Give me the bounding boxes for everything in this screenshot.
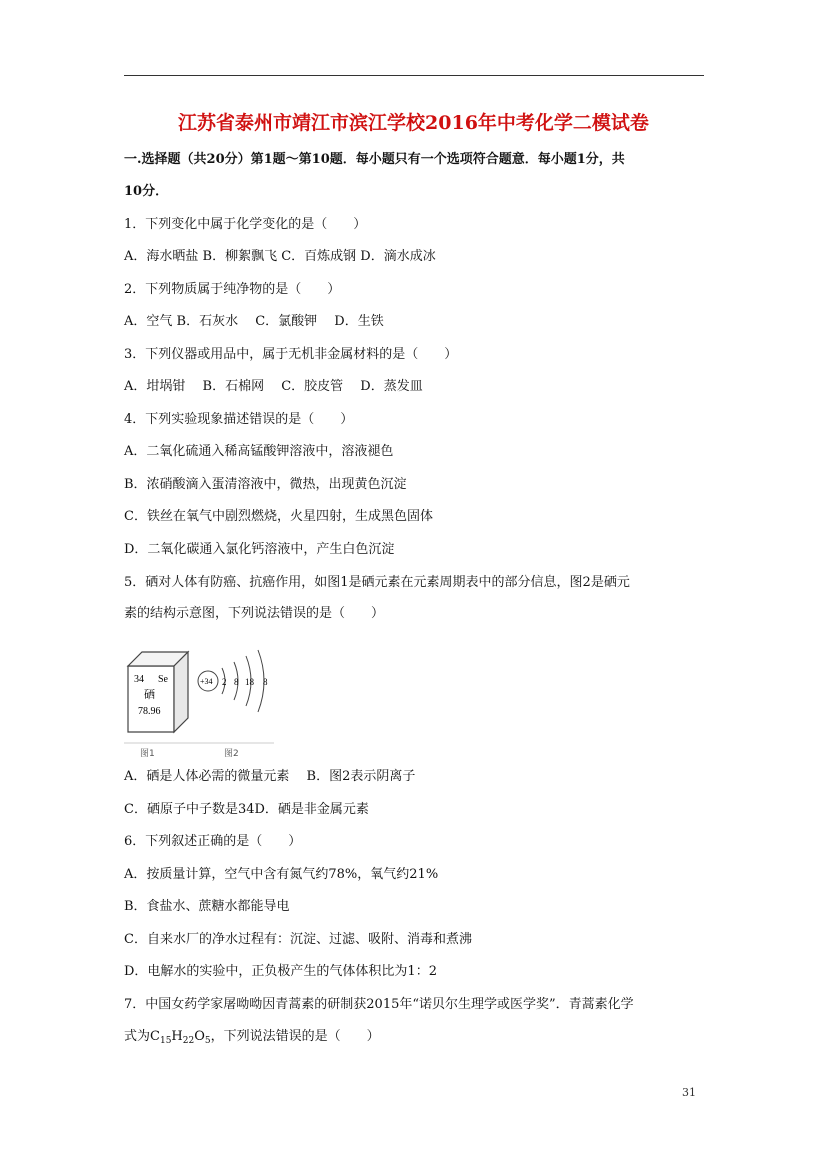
question-6-option-b: B．食盐水、蔗糖水都能导电 — [124, 899, 290, 914]
question-1: 1．下列变化中属于化学变化的是（ ） — [124, 217, 367, 232]
question-6-option-a: A．按质量计算，空气中含有氮气约78%，氧气约21% — [124, 867, 439, 882]
question-5-line2: 素的结构示意图，下列说法错误的是（ ） — [124, 606, 385, 621]
question-7-prefix: 式为 — [124, 1029, 151, 1044]
shell-electrons-3: 18 — [245, 677, 254, 687]
question-4: 4．下列实验现象描述错误的是（ ） — [124, 412, 354, 427]
question-1-options: A．海水晒盐 B．柳絮飘飞 C．百炼成钢 D．滴水成冰 — [124, 249, 436, 264]
question-4-option-d: D．二氧化碳通入氯化钙溶液中，产生白色沉淀 — [124, 542, 395, 557]
question-3-options: A．坩埚钳 B．石棉网 C．胶皮管 D．蒸发皿 — [124, 379, 423, 394]
element-symbol: Se — [158, 674, 168, 685]
section-heading-line2: 10分． — [124, 184, 169, 199]
element-name: 硒 — [144, 688, 155, 701]
shell-electrons-4: 8 — [263, 677, 268, 687]
figure-2-caption: 图2 — [224, 749, 239, 759]
question-3: 3．下列仪器或用品中，属于无机非金属材料的是（ ） — [124, 347, 458, 362]
formula-c: C — [150, 1029, 160, 1044]
section-heading-line1: 一.选择题（共20分）第1题～第10题．每小题只有一个选项符合题意．每小题1分，共 — [124, 152, 625, 167]
question-6: 6．下列叙述正确的是（ ） — [124, 834, 302, 849]
formula-h-subscript: 22 — [182, 1036, 195, 1046]
question-2: 2．下列物质属于纯净物的是（ ） — [124, 282, 341, 297]
formula-c-subscript: 15 — [159, 1036, 172, 1046]
question-4-option-a: A．二氧化硫通入稀高锰酸钾溶液中，溶液褪色 — [124, 444, 394, 459]
question-5-options-cd: C．硒原子中子数是34D．硒是非金属元素 — [124, 802, 369, 817]
question-5-line1: 5．硒对人体有防癌、抗癌作用，如图1是硒元素在元素周期表中的部分信息，图2是硒元 — [124, 575, 630, 590]
formula-o-subscript: 5 — [204, 1036, 211, 1046]
question-7-suffix: ，下列说法错误的是（ ） — [210, 1029, 380, 1044]
question-5-options-ab: A．硒是人体必需的微量元素 B．图2表示阴离子 — [124, 769, 416, 784]
question-6-option-c: C．自来水厂的净水过程有：沉淀、过滤、吸附、消毒和煮沸 — [124, 932, 472, 947]
question-7-line1: 7．中国女药学家屠呦呦因青蒿素的研制获2015年“诺贝尔生理学或医学奖”．青蒿素化学 — [124, 997, 634, 1012]
question-4-option-b: B．浓硝酸滴入蛋清溶液中，微热，出现黄色沉淀 — [124, 477, 407, 492]
formula-h: H — [171, 1029, 183, 1044]
element-cell-side — [174, 652, 188, 732]
selenium-figure — [124, 640, 274, 760]
figure-1-caption: 图1 — [140, 749, 155, 759]
atomic-mass: 78.96 — [138, 706, 161, 717]
element-number: 34 — [134, 674, 144, 685]
question-6-option-d: D．电解水的实验中，正负极产生的气体体积比为1：2 — [124, 964, 437, 979]
formula-o: O — [194, 1029, 205, 1044]
page-number: 31 — [682, 1086, 696, 1099]
nucleus-charge: +34 — [200, 677, 213, 686]
shell-electrons-1: 2 — [222, 677, 227, 687]
header-rule — [124, 75, 704, 76]
question-7-line2 — [124, 1027, 709, 1047]
document-title: 江苏省泰州市靖江市滨江学校2016年中考化学二模试卷 — [178, 112, 649, 134]
question-2-options: A．空气 B．石灰水 C．氯酸钾 D．生铁 — [124, 314, 384, 329]
question-4-option-c: C．铁丝在氧气中剧烈燃烧，火星四射，生成黑色固体 — [124, 509, 433, 524]
shell-electrons-2: 8 — [234, 677, 239, 687]
